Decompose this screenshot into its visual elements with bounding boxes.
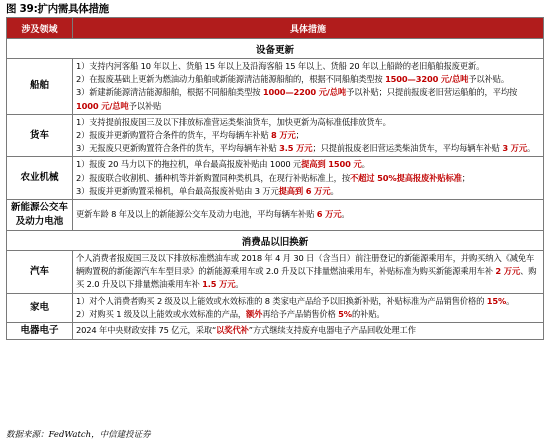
appliance-line-2 (76, 308, 540, 321)
content-appliance (73, 293, 544, 322)
text: 3）无报废只更新购置符合条件的货车，平均每辆车补贴 (76, 143, 280, 154)
highlight: 3 万元 (502, 143, 527, 154)
highlight: 3.5 万元 (279, 143, 313, 154)
table-row-farm (7, 157, 544, 200)
label-farm-machinery: 农业机械 (7, 157, 73, 200)
text: ； (461, 172, 470, 183)
highlight: 以奖代补 (216, 325, 249, 336)
table-row-car (7, 251, 544, 294)
text: ； (295, 130, 304, 141)
text: 2）在报废基础上更新为燃油动力船舶或新能源清洁能源船舶的，根据不同船舶类型按 (76, 74, 386, 85)
text: 3）报废并更新购置采棉机，单台最高报废补贴由 3 万元 (76, 185, 279, 196)
highlight: 1000—2200 元/总吨 (262, 87, 347, 98)
text: 1）对个人消费者购买 2 级及以上能效或水效标准的 8 类家电产品给予以旧换新补贴，补贴标准为产品销售价格的 (76, 295, 487, 306)
text: 。 (361, 159, 370, 170)
farm-line-2 (76, 172, 540, 185)
text: ；只提前报废老旧营运类柴油货车，平均每辆车补贴 (312, 143, 503, 154)
highlight: 1000 元/总吨 (76, 100, 129, 111)
section-row-consumer (7, 231, 544, 251)
highlight: 不超过 50%提高报废补贴标准 (349, 172, 462, 183)
highlight: 2 万元 (495, 266, 521, 277)
highlight: 8 万元 (271, 130, 296, 141)
text: 予以补贴 (128, 100, 162, 111)
text: 予以补贴。 (468, 74, 510, 85)
label-appliance: 家电 (7, 293, 73, 322)
header-row (7, 18, 544, 39)
text: 。 (341, 209, 350, 220)
content-farm (73, 157, 544, 200)
appliance-line-1 (76, 295, 540, 308)
text: 。 (235, 279, 244, 290)
table-row-truck (7, 114, 544, 157)
content-truck (73, 114, 544, 157)
farm-line-3 (76, 185, 540, 198)
section-row-equipment (7, 39, 544, 59)
text: ”方式继续支持废弃电器电子产品回收处理工作 (248, 325, 416, 336)
text: 更新车龄 8 年及以上的新能源公交车及动力电池，平均每辆车补贴 (76, 209, 317, 220)
text: 。 (506, 295, 515, 306)
text: 1）报废 20 马力以下的拖拉机，单台最高报废补贴由 1000 元 (76, 159, 302, 170)
highlight: 提高到 1500 元 (301, 159, 362, 170)
text: 。 (526, 143, 536, 154)
truck-line-3 (76, 142, 540, 155)
label-car: 汽车 (7, 251, 73, 294)
label-bus (7, 200, 73, 231)
figure-title: 图 39:扩内需具体措施 (6, 3, 109, 15)
measures-table (6, 17, 544, 340)
section-trade-in: 消费品以旧换新 (7, 231, 544, 251)
content-ship (73, 59, 544, 115)
label-ship: 船舶 (7, 59, 73, 115)
text: 的补贴。 (351, 308, 385, 319)
truck-line-2 (76, 129, 540, 142)
table-row-bus (7, 200, 544, 231)
label-bus-line-1: 新能源公交车 (10, 202, 68, 214)
content-bus (73, 200, 544, 231)
header-field: 涉及领域 (7, 18, 73, 39)
ship-line-3 (76, 86, 540, 112)
ship-line-1: 1）支持内河客船 10 年以上、货船 15 年以上及沿海客船 15 年以上、货船 20 年以上船龄的老旧船舶报废更新。 (76, 61, 485, 71)
source-note: 数据来源：FedWatch，中信建投证券 (6, 430, 151, 440)
text: 2024 年中央财政安排 75 亿元，采取“ (76, 325, 217, 336)
highlight: 额外 (246, 308, 263, 319)
header-measures: 具体措施 (73, 18, 544, 39)
section-equipment-update: 设备更新 (7, 39, 544, 59)
truck-line-1: 1）支持提前报废国三及以下排放标准营运类柴油货车，加快更新为高标准低排放货车。 (76, 116, 391, 127)
text: 2）对购买 1 级及以上能效或水效标准的产品， (76, 308, 247, 319)
text: 2）报废并更新购置符合条件的货车，平均每辆车补贴 (76, 130, 271, 141)
highlight: 5% (338, 308, 352, 319)
table-row-appliance (7, 293, 544, 322)
label-truck: 货车 (7, 114, 73, 157)
text: 补贴标准为购买新能源乘用车补 (378, 266, 496, 277)
text: 3）新建新能源清洁能源船舶，根据不同船舶类型按 (76, 87, 263, 98)
label-electronics: 电器电子 (7, 323, 73, 340)
content-electronics (73, 323, 544, 340)
table-row-ship (7, 59, 544, 115)
text: 予以补贴；只提前报废老旧营运船舶的，平均按 (346, 87, 518, 98)
text: 、购买 2.0 升及以下排量燃油乘用车补 (76, 266, 537, 290)
content-car (73, 251, 544, 294)
farm-line-1 (76, 158, 540, 171)
text: 。 (330, 185, 339, 196)
table-row-electronics (7, 323, 544, 340)
highlight: 6 万元 (316, 209, 342, 220)
ship-line-2 (76, 73, 540, 86)
text: 个人消费者报废国三及以下排放标准燃油车或 2018 年 4 月 30 日（含当日）前注册登记的新能源乘用车，并购买纳入《减免车辆购置税的新能源汽车车型目录》的新能源乘用车或 2.0 升及以下排量燃油乘用车， (76, 253, 535, 277)
text: 再给予产品销售价格 (262, 308, 339, 319)
label-bus-line-2: 及动力电池 (15, 216, 64, 228)
highlight: 1.5 万元 (202, 279, 236, 290)
highlight: 15% (486, 295, 507, 306)
text: 2）报废联合收割机、播种机等并新购置同种类机具，在现行补贴标准上，按 (76, 172, 350, 183)
highlight: 1500—3200 元/总吨 (385, 74, 469, 85)
highlight: 提高到 6 万元 (278, 185, 331, 196)
